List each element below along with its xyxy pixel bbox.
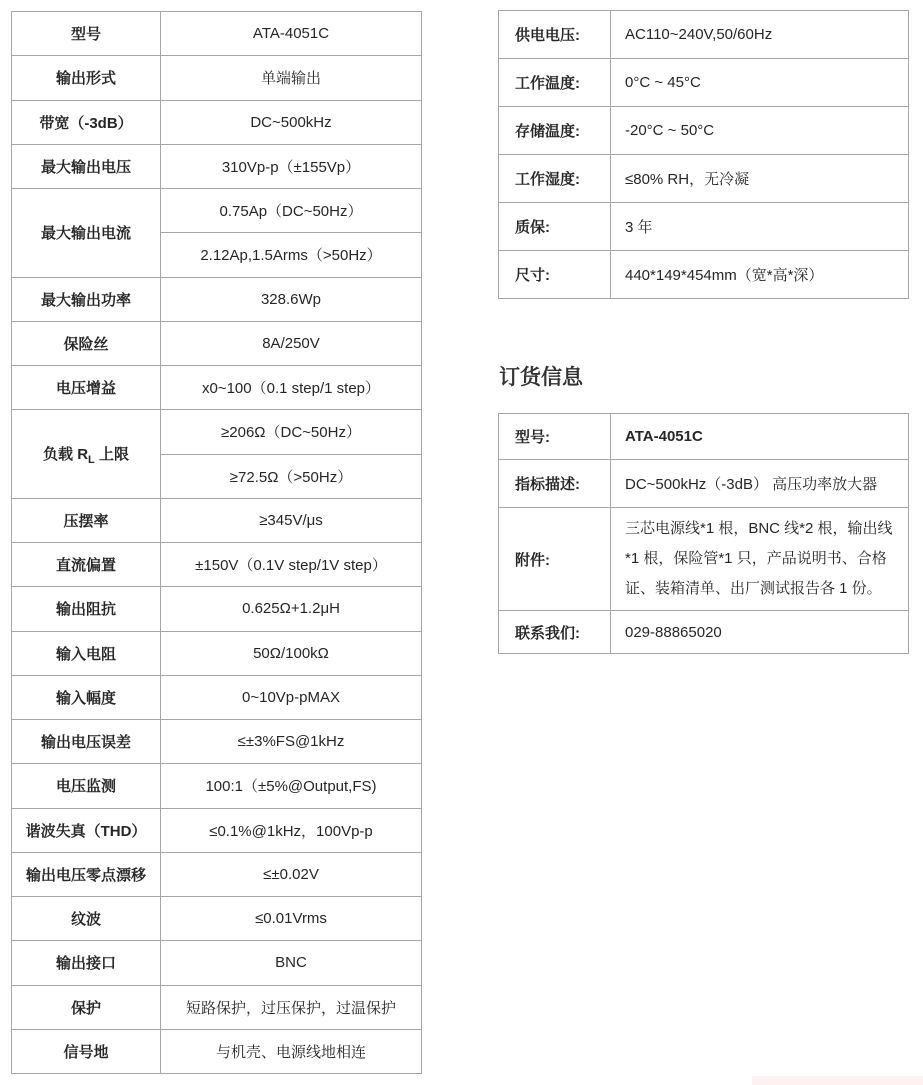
spec-value-cell: 100:1（±5%@Output,FS): [161, 764, 422, 808]
spec-row: [12, 277, 422, 321]
spec-value-cell: 2.12Ap,1.5Arms（>50Hz）: [161, 233, 422, 277]
spec-value-cell: DC~500kHz: [161, 100, 422, 144]
spec-row: [12, 675, 422, 719]
spec-label-cell: 最大输出电流: [12, 189, 161, 278]
spec-label-cell: 谐波失真（THD）: [12, 808, 161, 852]
spec-label-cell: 纹波: [12, 897, 161, 941]
env-row: [499, 59, 909, 107]
spec-value-cell: BNC: [161, 941, 422, 985]
env-label-cell: 工作湿度:: [499, 155, 611, 203]
spec-row: [12, 897, 422, 941]
env-label-cell: 工作温度:: [499, 59, 611, 107]
spec-label-cell: 输出电压误差: [12, 720, 161, 764]
spec-label-cell: 型号: [12, 12, 161, 56]
spec-row: [12, 189, 422, 233]
order-info-table: [498, 413, 909, 654]
environment-table: [498, 10, 909, 299]
spec-label-cell: 负载 $R_L$ 上限: [12, 410, 161, 499]
spec-value-cell: ≤±3%FS@1kHz: [161, 720, 422, 764]
spec-value-cell: x0~100（0.1 step/1 step）: [161, 366, 422, 410]
spec-value-cell: ≥72.5Ω（>50Hz）: [161, 454, 422, 498]
env-value-cell: 440*149*454mm（宽*高*深）: [611, 251, 909, 299]
env-row: [499, 155, 909, 203]
spec-value-cell: 单端输出: [161, 56, 422, 100]
spec-label-cell: 输入电阻: [12, 631, 161, 675]
env-value-cell: ≤80% RH，无冷凝: [611, 155, 909, 203]
env-label-cell: 供电电压:: [499, 11, 611, 59]
spec-row: [12, 764, 422, 808]
order-row: [499, 611, 909, 654]
spec-row: [12, 808, 422, 852]
spec-label-cell: 输出阻抗: [12, 587, 161, 631]
env-label-cell: 存储温度:: [499, 107, 611, 155]
spec-row: [12, 56, 422, 100]
spec-value-cell: 与机壳、电源线地相连: [161, 1029, 422, 1073]
spec-label-cell: 输入幅度: [12, 675, 161, 719]
spec-value-cell: 50Ω/100kΩ: [161, 631, 422, 675]
spec-label-cell: 输出电压零点漂移: [12, 852, 161, 896]
spec-label-cell: 保险丝: [12, 321, 161, 365]
order-info-table-body: [499, 414, 909, 654]
env-value-cell: AC110~240V,50/60Hz: [611, 11, 909, 59]
order-value-cell: DC~500kHz（-3dB） 高压功率放大器: [611, 460, 909, 508]
spec-row: [12, 12, 422, 56]
spec-value-cell: ≤0.1%@1kHz，100Vp-p: [161, 808, 422, 852]
spec-row: [12, 1029, 422, 1073]
env-value-cell: -20°C ~ 50°C: [611, 107, 909, 155]
spec-label-cell: 输出接口: [12, 941, 161, 985]
order-label-cell: 型号:: [499, 414, 611, 460]
env-row: [499, 251, 909, 299]
spec-label-cell: 压摆率: [12, 498, 161, 542]
spec-label-cell: 信号地: [12, 1029, 161, 1073]
spec-row: [12, 366, 422, 410]
order-value-cell: 029-88865020: [611, 611, 909, 654]
order-value-cell: 三芯电源线*1 根，BNC 线*2 根，输出线*1 根，保险管*1 只，产品说明书、合格证、装箱清单、出厂测试报告各 1 份。: [611, 508, 909, 611]
spec-label-cell: 电压监测: [12, 764, 161, 808]
spec-label-cell: 电压增益: [12, 366, 161, 410]
env-label-cell: 质保:: [499, 203, 611, 251]
env-label-cell: 尺寸:: [499, 251, 611, 299]
spec-value-cell: 8A/250V: [161, 321, 422, 365]
spec-value-cell: 0~10Vp-pMAX: [161, 675, 422, 719]
order-row: [499, 508, 909, 611]
spec-value-cell: ATA-4051C: [161, 12, 422, 56]
spec-label-cell: 最大输出电压: [12, 144, 161, 188]
spec-label-cell: 最大输出功率: [12, 277, 161, 321]
spec-value-cell: ≥206Ω（DC~50Hz）: [161, 410, 422, 454]
spec-row: [12, 543, 422, 587]
order-info-title: 订货信息: [499, 366, 583, 389]
spec-table: [11, 11, 422, 1074]
env-value-cell: 3 年: [611, 203, 909, 251]
order-value-cell: ATA-4051C: [611, 414, 909, 460]
spec-label-cell: 直流偏置: [12, 543, 161, 587]
spec-row: [12, 498, 422, 542]
spec-value-cell: ≤0.01Vrms: [161, 897, 422, 941]
spec-value-cell: ≤±0.02V: [161, 852, 422, 896]
spec-label-cell: 带宽（-3dB）: [12, 100, 161, 144]
spec-label-cell: 输出形式: [12, 56, 161, 100]
spec-row: [12, 100, 422, 144]
spec-value-cell: 310Vp-p（±155Vp）: [161, 144, 422, 188]
spec-table-body: [12, 12, 422, 1074]
spec-value-cell: ±150V（0.1V step/1V step）: [161, 543, 422, 587]
order-label-cell: 指标描述:: [499, 460, 611, 508]
spec-row: [12, 410, 422, 454]
spec-value-cell: ≥345V/μs: [161, 498, 422, 542]
env-value-cell: 0°C ~ 45°C: [611, 59, 909, 107]
order-label-cell: 附件:: [499, 508, 611, 611]
spec-row: [12, 941, 422, 985]
env-row: [499, 107, 909, 155]
spec-row: [12, 720, 422, 764]
spec-row: [12, 852, 422, 896]
order-row: [499, 414, 909, 460]
spec-row: [12, 587, 422, 631]
order-label-cell: 联系我们:: [499, 611, 611, 654]
spec-value-cell: 0.75Ap（DC~50Hz）: [161, 189, 422, 233]
spec-label-subscript: L: [88, 453, 95, 466]
environment-table-body: [499, 11, 909, 299]
spec-row: [12, 321, 422, 365]
spec-value-cell: 0.625Ω+1.2μH: [161, 587, 422, 631]
spec-value-cell: 328.6Wp: [161, 277, 422, 321]
spec-label-cell: 保护: [12, 985, 161, 1029]
spec-row: [12, 985, 422, 1029]
footer-accent-strip: [752, 1076, 923, 1085]
spec-row: [12, 144, 422, 188]
spec-value-cell: 短路保护，过压保护，过温保护: [161, 985, 422, 1029]
spec-row: [12, 631, 422, 675]
right-column: [498, 10, 909, 654]
order-row: [499, 460, 909, 508]
env-row: [499, 11, 909, 59]
env-row: [499, 203, 909, 251]
